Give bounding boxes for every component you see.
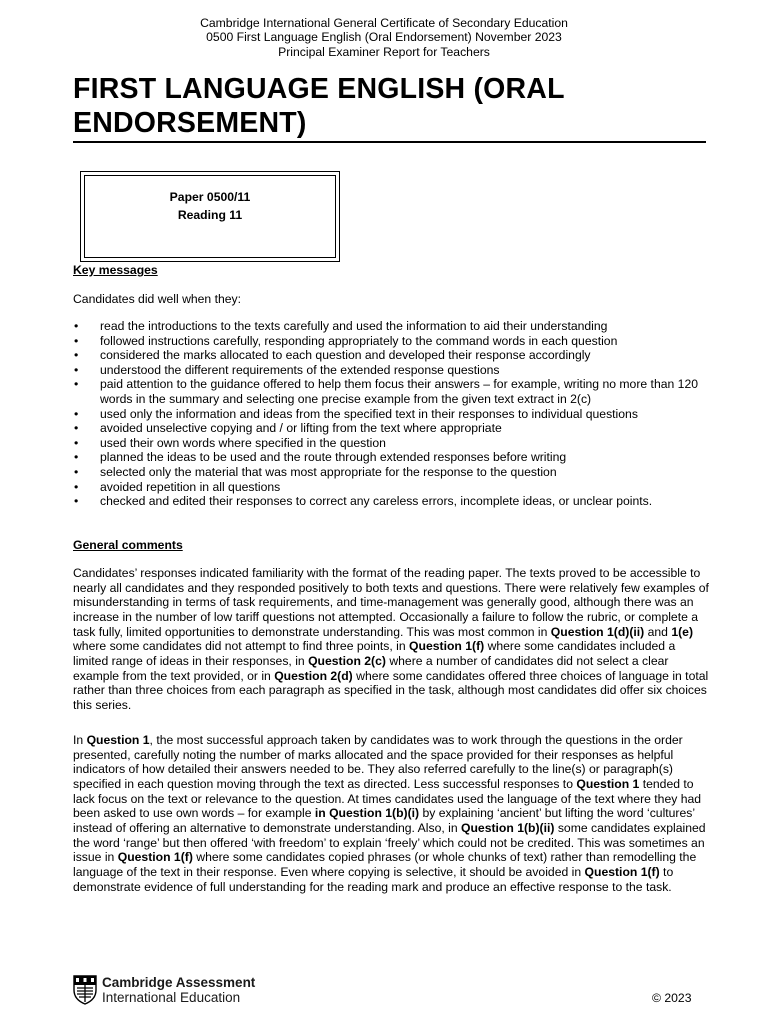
text-run: tended to lack focus on the text or relevance to the question. At times candidates used the language of the text where they had been asked to use own words – for example <box>73 776 702 821</box>
list-item: • avoided repetition in all questions <box>73 480 713 495</box>
text-run: In <box>73 733 87 747</box>
list-item: • selected only the material that was most appropriate for the response to the question <box>73 465 713 480</box>
paper-code: Paper 0500/11 <box>169 190 251 204</box>
list-item: • considered the marks allocated to each question and developed their response accordingly <box>73 348 713 363</box>
text-run: to demonstrate evidence of full understanding for the reading mark and produce an effective response to the task. <box>73 864 674 894</box>
shield-icon <box>73 975 97 1005</box>
title-divider <box>73 141 706 143</box>
general-comments-paragraph-1 <box>73 566 713 713</box>
question-ref: Question 1(d)(ii) <box>550 624 645 639</box>
list-item: • used their own words where specified in the question <box>73 436 713 451</box>
logo-line-2: International Education <box>102 989 241 1005</box>
text-run: , the most successful approach taken by candidates was to work through the questions in the order presented, carefully noting the number of marks allocated and the space provided for their responses as helpful indicators of how detailed their answers needed to be. They also referred carefully to the line(s) or paragraph(s) specified in each question moving through the text as directed. Less successful responses to <box>73 733 683 791</box>
question-ref: in Question 1(b)(i) <box>314 806 420 821</box>
text-run: where some candidates included a limited range of ideas in their responses, in <box>73 639 676 668</box>
text-run: some candidates explained the word ‘range’ but then offered ‘with freedom’ to explain ‘freely’ which could not be credited. This was sometimes an issue in <box>73 820 706 865</box>
text-run: where some candidates copied phrases (or whole chunks of text) rather than remodelling the language of the text in their response. Even where copying is selective, it should be avoided in <box>73 850 697 879</box>
paper-info-box <box>80 171 340 262</box>
text-run: Candidates’ responses indicated familiarity with the format of the reading paper. The texts proved to be accessible to nearly all candidates and they responded positively to both texts and questions. There were relatively few examples of misunderstanding in terms of task requirements, and time-management was generally good, although there was an increase in the number of low tariff questions not attempted. Occasionally a failure to follow the rubric, or complete a task fully, limited opportunities to demonstrate understanding. This was most common in <box>73 566 709 639</box>
title-line-2: ENDORSEMENT) <box>73 107 307 139</box>
page-title <box>73 72 713 140</box>
cambridge-logo <box>73 975 273 1005</box>
list-item: • checked and edited their responses to correct any careless errors, incomplete ideas, or unclear points. <box>73 494 713 509</box>
key-messages-heading: Key messages <box>73 263 158 277</box>
paper-component: Reading 11 <box>177 208 243 222</box>
question-ref: Question 1(f) <box>584 864 660 879</box>
question-ref: Question 1(b)(ii) <box>461 820 555 835</box>
list-item: • planned the ideas to be used and the route through extended responses before writing <box>73 450 713 465</box>
general-comments-heading-wrap <box>73 538 713 553</box>
list-item: • avoided unselective copying and / or lifting from the text where appropriate <box>73 421 713 436</box>
list-item: • used only the information and ideas from the specified text in their responses to individual questions <box>73 407 713 422</box>
key-messages-list <box>73 319 713 509</box>
list-item: • paid attention to the guidance offered to help them focus their answers – for example, writing no more than 120 words in the summary and selecting one precise example from the given text extract in 2(c) <box>73 377 713 406</box>
list-item: • read the introductions to the texts carefully and used the information to aid their understanding <box>73 319 713 334</box>
question-ref: Question 2(c) <box>308 653 386 668</box>
text-run: and <box>644 624 672 639</box>
question-ref: Question 1(f) <box>409 639 485 654</box>
copyright-notice: © 2023 <box>652 991 692 1005</box>
text-run: by explaining ‘ancient’ but lifting the word ‘cultures’ instead of offering an alternative to demonstrate understanding. Also, in <box>73 806 695 835</box>
header-line-2: 0500 First Language English (Oral Endorsement) November 2023 <box>206 30 562 45</box>
list-item: • followed instructions carefully, responding appropriately to the command words in each question <box>73 334 713 349</box>
header-line-1: Cambridge International General Certificate of Secondary Education <box>200 16 568 30</box>
logo-line-1: Cambridge Assessment <box>102 975 256 990</box>
list-item: • understood the different requirements of the extended response questions <box>73 363 713 378</box>
header-line-3: Principal Examiner Report for Teachers <box>278 44 490 59</box>
text-run: where some candidates did not attempt to find three points, in <box>73 639 410 654</box>
text-run: where a number of candidates did not select a clear example from the text provided, or in <box>73 653 669 683</box>
question-ref: 1(e) <box>671 624 694 639</box>
text-run: where some candidates offered three choices of language in total rather than three choices from each paragraph as specified in the task, although most candidates did offer six choices this series. <box>73 668 709 712</box>
question-ref: Question 1 <box>86 733 150 747</box>
question-ref: Question 1 <box>576 776 640 791</box>
paper-info-box-inner <box>84 175 336 258</box>
logo-wordmark <box>102 976 255 1005</box>
key-messages-heading-wrap <box>73 263 713 278</box>
title-line-1: FIRST LANGUAGE ENGLISH (ORAL <box>73 73 565 105</box>
general-comments-paragraph-2 <box>73 733 713 894</box>
question-ref: Question 1(f) <box>117 850 193 865</box>
key-messages-intro: Candidates did well when they: <box>73 292 242 306</box>
page-header <box>0 16 768 59</box>
question-ref: Question 2(d) <box>274 668 353 683</box>
general-comments-heading: General comments <box>73 538 183 552</box>
